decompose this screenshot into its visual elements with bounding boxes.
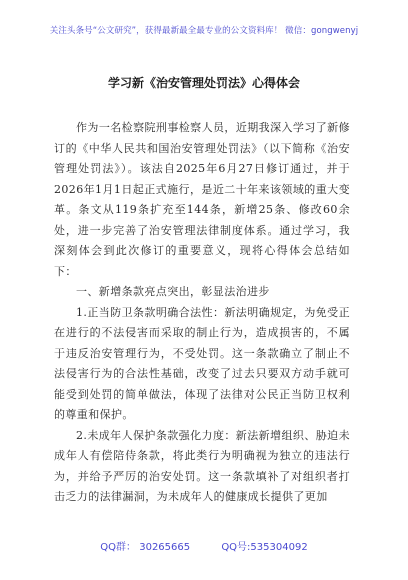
document-title: 学习新《治安管理处罚法》心得体会 (107, 76, 300, 90)
body-paragraph: 2.未成年人保护条款强化力度：新法新增组织、胁迫未成年人有偿陪侍条款，将此类行为明确视为独立的违法行为，并给予严厉的治安处罚。这一条款填补了对组织者打击乏力的法律漏洞，为未成年人的健康成长提供了更加 (54, 428, 350, 503)
qq-group-text: QQ群： 30265665 (100, 542, 191, 553)
section-heading: 一、新增条款亮点突出，彰显法治进步 (76, 285, 270, 298)
qq-number-text: QQ号:535304092 (221, 542, 308, 553)
promo-banner: 关注头条号“公文研究”，获得最新最全最专业的公文资料库！ 微信：gongwenyj (49, 26, 359, 36)
document-body (54, 118, 350, 508)
footer (0, 538, 408, 553)
intro-paragraph: 作为一名检察院刑事检察人员，近期我深入学习了新修订的《中华人民共和国治安管理处罚法》（以下简称《治安管理处罚法》）。该法自2025年6月27日修订通过，并于2026年1月1日起正式施行，是近二十年来该领域的重大变革。条文从119条扩充至144条，新增25条、修改60余处，进一步完善了治安管理法律制度体系。通过学习，我深刻体会到此次修订的重要意义，现将心得体会总结如下： (54, 121, 350, 278)
body-paragraph: 1.正当防卫条款明确合法性：新法明确规定，为免受正在进行的不法侵害而采取的制止行为，造成损害的，不属于违反治安管理行为，不受处罚。这一条款确立了制止不法侵害行为的合法性基础，改变了过去只要双方动手就可能受到处罚的简单做法，体现了法律对公民正当防卫权利的尊重和保护。 (54, 305, 350, 421)
